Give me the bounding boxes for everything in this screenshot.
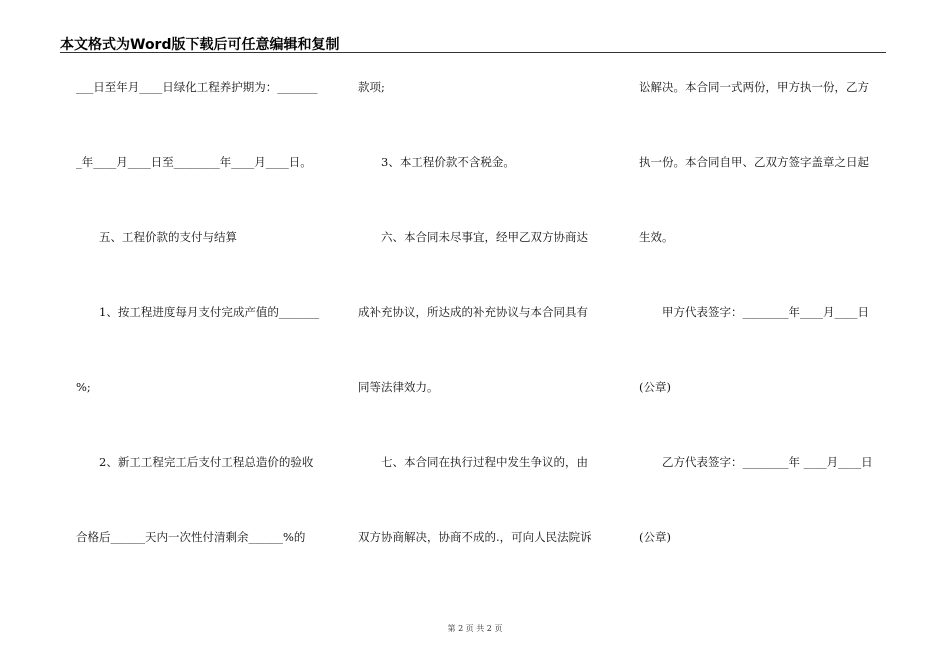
text-line: 双方协商解决，协商不成的.，可向人民法院诉 <box>358 530 592 544</box>
text-line: (公章) <box>639 530 671 544</box>
text-line: 合格后______天内一次性付清剩余______%的 <box>76 530 306 544</box>
text-line: 执一份。本合同自甲、乙双方签字盖章之日起 <box>639 155 869 169</box>
text-line: 甲方代表签字：________年____月____日 <box>639 305 869 319</box>
text-line: 讼解决。本合同一式两份，甲方执一份，乙方 <box>639 80 869 94</box>
text-line: %; <box>76 380 91 394</box>
text-line: 2、新工工程完工后支付工程总造价的验收 <box>76 455 314 469</box>
text-line: 乙方代表签字：________年 ____月____日 <box>639 455 873 469</box>
text-line: 六、本合同未尽事宜，经甲乙双方协商达 <box>358 230 588 244</box>
text-line: 同等法律效力。 <box>358 380 439 394</box>
document-header-title: 本文格式为Word版下载后可任意编辑和复制 <box>60 37 340 53</box>
text-line: 3、本工程价款不含税金。 <box>358 155 515 169</box>
text-line: 款项; <box>358 80 385 94</box>
page-number: 第 2 页 共 2 页 <box>447 624 503 633</box>
header-rule <box>60 52 886 53</box>
text-line: 生效。 <box>639 230 674 244</box>
text-line: ___日至年月____日绿化工程养护期为：_______ <box>76 80 318 94</box>
text-line: 五、工程价款的支付与结算 <box>76 230 237 244</box>
text-line: 七、本合同在执行过程中发生争议的，由 <box>358 455 588 469</box>
text-line: _年____月____日至________年____月____日。 <box>76 155 312 169</box>
text-line: 1、按工程进度每月支付完成产值的_______ <box>76 305 320 319</box>
text-line: (公章) <box>639 380 671 394</box>
text-line: 成补充协议，所达成的补充协议与本合同具有 <box>358 305 588 319</box>
